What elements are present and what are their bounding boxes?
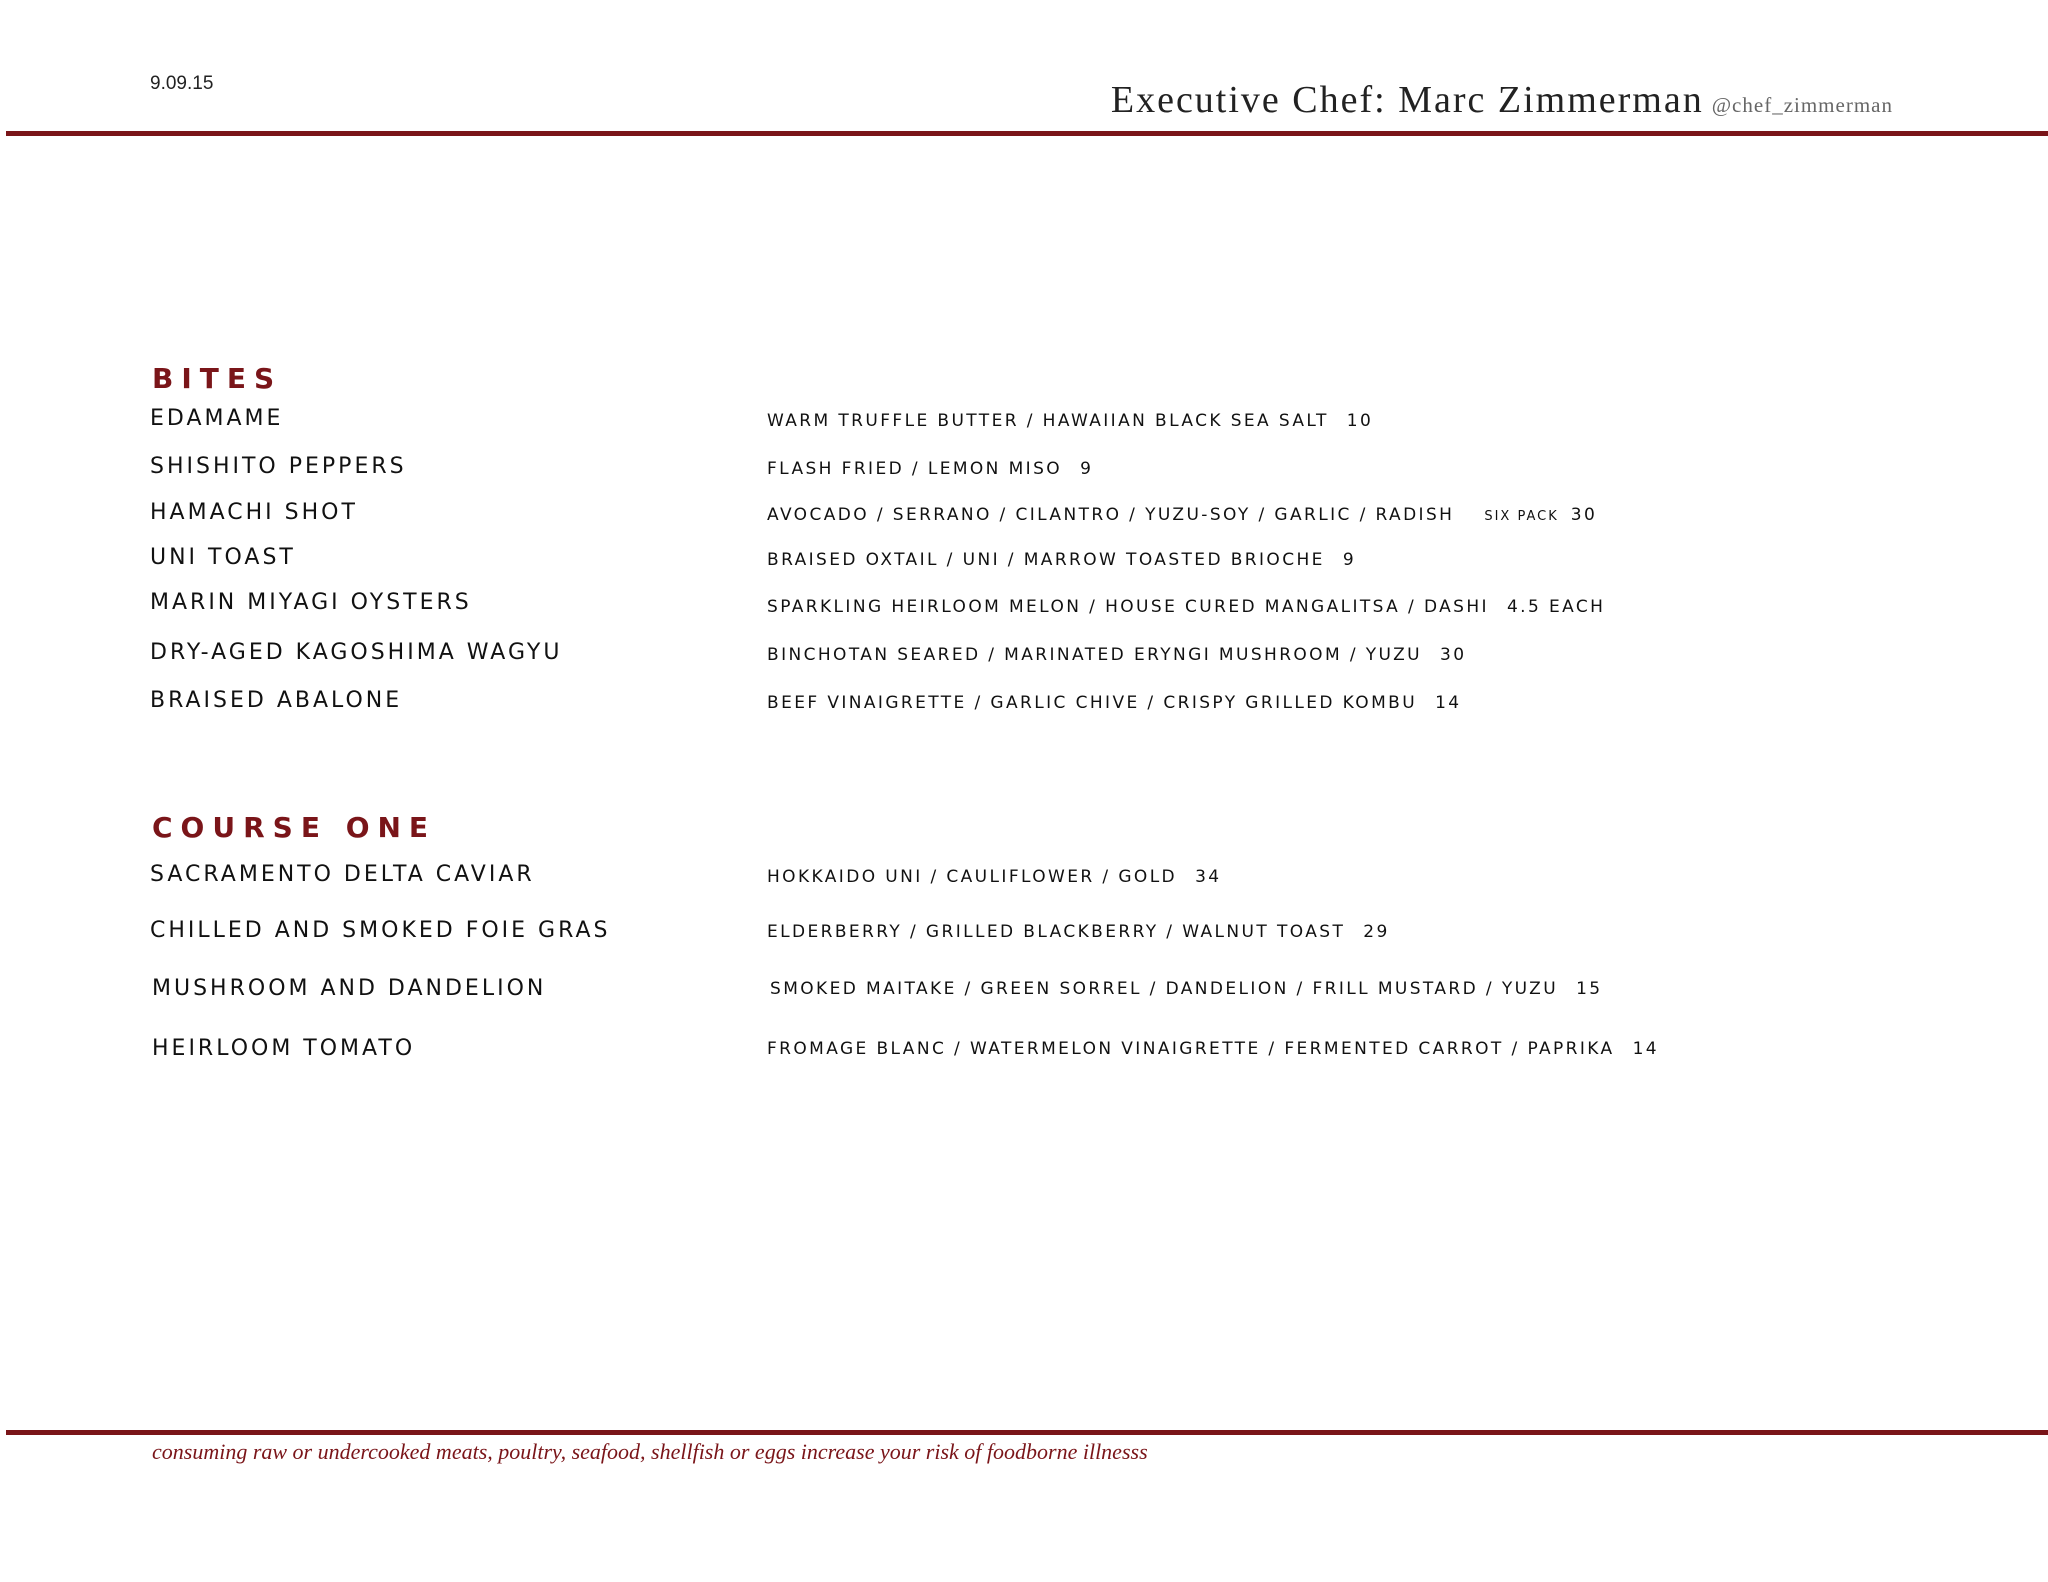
menu-item — [0, 590, 2048, 630]
menu-item-description: HOKKAIDO UNI / CAULIFLOWER / GOLD — [767, 867, 1178, 887]
menu-item-description-line — [770, 979, 1603, 999]
menu-item-description: WARM TRUFFLE BUTTER / HAWAIIAN BLACK SEA SALT — [767, 411, 1329, 431]
menu-item — [0, 545, 2048, 585]
menu-item-price: 4.5 EACH — [1506, 597, 1606, 617]
menu-item-name: SACRAMENTO DELTA CAVIAR — [150, 862, 535, 887]
menu-item — [0, 976, 2048, 1016]
menu-item-name: EDAMAME — [150, 406, 284, 431]
menu-item-description: SPARKLING HEIRLOOM MELON / HOUSE CURED MANGALITSA / DASHI — [767, 597, 1489, 617]
menu-item-description: FROMAGE BLANC / WATERMELON VINAIGRETTE / FERMENTED CARROT / PAPRIKA — [767, 1039, 1615, 1059]
menu-item-name: SHISHITO PEPPERS — [150, 454, 407, 479]
menu-item-note: SIX PACK — [1484, 509, 1559, 524]
menu-item-price: 10 — [1346, 411, 1374, 431]
menu-item-description: ELDERBERRY / GRILLED BLACKBERRY / WALNUT TOAST — [767, 922, 1346, 942]
menu-item-price: 14 — [1632, 1039, 1660, 1059]
menu-item — [0, 406, 2048, 446]
menu-date: 9.09.15 — [150, 73, 214, 94]
menu-item — [0, 918, 2048, 958]
menu-item-description-line — [767, 505, 1597, 525]
menu-item-description: AVOCADO / SERRANO / CILANTRO / YUZU-SOY / GARLIC / RADISH — [767, 505, 1455, 525]
menu-item-description-line — [767, 1039, 1659, 1059]
menu-item — [0, 1036, 2048, 1076]
menu-item-name: HEIRLOOM TOMATO — [152, 1036, 416, 1061]
menu-item-name: CHILLED AND SMOKED FOIE GRAS — [150, 918, 611, 943]
section-title-course-one: COURSE ONE — [152, 811, 437, 844]
menu-item-price: 30 — [1570, 505, 1598, 525]
menu-item-price: 29 — [1363, 922, 1390, 942]
menu-item — [0, 454, 2048, 494]
menu-item-price: 34 — [1195, 867, 1222, 887]
chef-credit — [1111, 78, 1893, 122]
menu-item-name: DRY-AGED KAGOSHIMA WAGYU — [150, 640, 563, 665]
menu-item-description-line — [767, 597, 1605, 617]
menu-item-description-line — [767, 645, 1466, 665]
menu-item-description: BRAISED OXTAIL / UNI / MARROW TOASTED BRIOCHE — [767, 550, 1325, 570]
menu-item-description: BEEF VINAIGRETTE / GARLIC CHIVE / CRISPY GRILLED KOMBU — [767, 693, 1418, 713]
menu-item-price: 9 — [1342, 550, 1357, 570]
menu-item-name: MARIN MIYAGI OYSTERS — [150, 590, 472, 615]
menu-item-name: UNI TOAST — [150, 545, 296, 570]
menu-item-description-line — [767, 693, 1462, 713]
menu-item — [0, 640, 2048, 680]
menu-item-description: BINCHOTAN SEARED / MARINATED ERYNGI MUSHROOM / YUZU — [767, 645, 1422, 665]
menu-item-name: HAMACHI SHOT — [150, 500, 358, 525]
footer-divider — [6, 1430, 2048, 1435]
menu-item-name: MUSHROOM AND DANDELION — [152, 976, 547, 1001]
section-title-bites: BITES — [152, 362, 283, 395]
menu-item-price: 30 — [1440, 645, 1467, 665]
menu-item — [0, 688, 2048, 728]
menu-item-price: 9 — [1080, 459, 1094, 479]
menu-item-description-line — [767, 411, 1373, 431]
food-safety-disclaimer: consuming raw or undercooked meats, poultry, seafood, shellfish or eggs increase your risk of foodborne illnesss — [152, 1439, 1148, 1464]
menu-item-description-line — [767, 550, 1356, 570]
menu-item-description: SMOKED MAITAKE / GREEN SORREL / DANDELION / FRILL MUSTARD / YUZU — [770, 979, 1559, 999]
chef-handle: @chef_zimmerman — [1711, 93, 1893, 117]
header-divider — [6, 131, 2048, 136]
menu-item — [0, 862, 2048, 902]
menu-item-price: 14 — [1435, 693, 1462, 713]
menu-item-description: FLASH FRIED / LEMON MISO — [767, 459, 1063, 479]
menu-item-description-line — [767, 867, 1222, 887]
chef-name: Executive Chef: Marc Zimmerman — [1110, 79, 1704, 121]
menu-item-price: 15 — [1576, 979, 1603, 999]
menu-item — [0, 500, 2048, 540]
menu-item-description-line — [767, 459, 1093, 479]
menu-item-name: BRAISED ABALONE — [150, 688, 403, 713]
menu-item-description-line — [767, 922, 1390, 942]
